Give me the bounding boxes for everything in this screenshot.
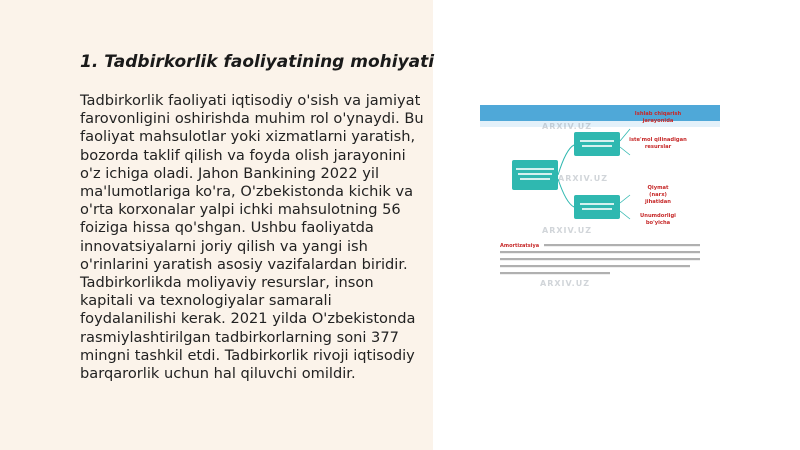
diagram-header-bar — [480, 105, 720, 121]
connector-red-4 — [620, 211, 630, 219]
definition-line-3 — [500, 258, 700, 260]
connector-bottom — [558, 179, 574, 207]
red-label-1b: jarayonida — [642, 118, 674, 124]
bottom-node — [574, 195, 620, 219]
section-body-text: Tadbirkorlik faoliyati iqtisodiy o'sish va jamiyat farovonligini oshirishda muhim rol o'ynaydi. Bu faoliyat mahsulotlar yoki xizmatlarni yaratish, bozorda taklif qilish va foyda olish jarayonini o'z ichiga oladi. Jahon Bankining 2022 yil ma'lumotlariga ko'ra, O'zbekistonda kichik va o'rta korxonalar yalpi ichki mahsulotning 56 foiziga hissa qo'shgan. Ushbu faoliyatda innovatsiyalarni joriy qilish va yangi ish o'rinlarini yaratish asosiy vazifalardan biridir. Tadbirkorlikda moliyaviy resurslar, inson kapitali va texnologiyalar samarali foydalanilishi kerak. 2021 yilda O'zbekistonda rasmiylashtirilgan tadbirkorlarning soni 377 mingni tashkil etdi. Tadbirkorlik rivoji iqtisodiy barqarorlik uchun hal qiluvchi omildir. — [80, 92, 424, 383]
red-label-1a: Ishlab chiqarish — [634, 111, 682, 117]
red-label-2a: iste'mol qilinadigan — [629, 137, 687, 143]
red-label-5b: bo'yicha — [645, 220, 671, 226]
red-label-3a: Qiymat — [647, 185, 669, 191]
definition-line-5 — [500, 272, 610, 274]
definition-line-2 — [500, 251, 700, 253]
watermark-3: ARXIV.UZ — [542, 226, 592, 235]
diagram-image — [480, 105, 720, 290]
definition-line-1 — [544, 244, 700, 246]
watermark-2: ARXIV.UZ — [558, 174, 608, 183]
connector-red-2 — [620, 147, 630, 155]
diagram-svg — [480, 105, 720, 290]
connector-red-3 — [620, 195, 630, 203]
red-label-5a: Unumdorligi — [640, 213, 676, 219]
connector-top — [558, 145, 574, 175]
red-label-3b: (narx) — [649, 192, 667, 198]
watermark-4: ARXIV.UZ — [540, 279, 590, 288]
top-node — [574, 132, 620, 156]
definition-line-4 — [500, 265, 690, 267]
red-label-2b: resurslar — [644, 144, 672, 150]
diagram-header-shade — [480, 121, 720, 127]
red-label-4: jihatidan — [645, 199, 671, 205]
watermark-1: ARXIV.UZ — [542, 122, 592, 131]
section-heading: 1. Tadbirkorlik faoliyatining mohiyati — [80, 52, 435, 72]
definition-term: Amortizatsiya — [500, 243, 540, 249]
